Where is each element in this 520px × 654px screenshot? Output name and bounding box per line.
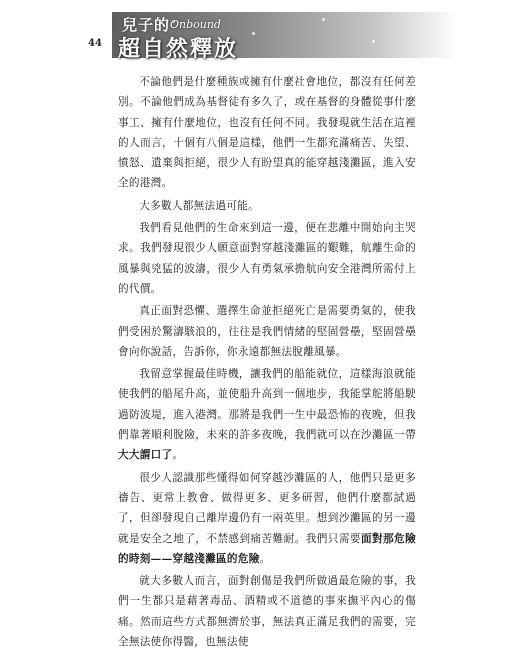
text-run: 。	[259, 552, 271, 565]
text-run: 很少人認識那些懂得如何穿越沙灘區的人，他們只是更多禱告、更常上教會、做得更多、更多研習，他們什麼都試過了，但卻發現自己離岸邊仍有一兩英里。想到沙灘區的另一邊就是安全之地了，不禁感到痛苦難耐。我們只需要	[118, 471, 416, 545]
text-run: 我們看見他們的生命來到這一邊，便在悲離中開始向主哭求。我們發現很少人願意面對穿越淺灘區的艱難，航離生命的風暴與兇猛的波濤，很少人有勇氣承擔航向安全港灣所需付上的代價。	[118, 222, 416, 295]
text-run: 。	[172, 449, 184, 462]
series-title-english: Onbound	[170, 18, 221, 31]
paragraph	[118, 468, 416, 569]
text-run: 我留意掌握最佳時機，讓我們的船能就位，這樣海浪就能使我們的船尾升高，並使船升高到一個地步，我能掌舵將船駛過防波堤，進入港灣。那將是我們一生中最恐怖的夜晚，但我們靠著順利脫險，未來的許多夜晚，我們就可以在沙灘區一帶	[118, 368, 416, 442]
text-run: 真正面對恐懼、選擇生命並拒絕死亡是需要勇氣的，使我們受困於驚濤駭浪的，往往是我們情緒的堅固營壘，堅固營壘會向你說話，告訴你，你永遠都無法脫離風暴。	[118, 305, 416, 358]
paragraph	[118, 72, 416, 194]
book-title: 超自然釋放	[118, 36, 239, 62]
text-run: 就大多數人而言，面對創傷是我們所做過最危險的事，我們一生都只是藉著毒品、酒精或不道德的事來撫平內心的傷痛。然而這些方式都無濟於事，無法真正滿足我們的需要，完全無法使你得醫，也無法使	[118, 575, 416, 649]
page-header	[0, 0, 520, 68]
paragraph	[118, 301, 416, 362]
series-title: 兒子的	[122, 16, 171, 34]
bold-text: 大大謂口了	[118, 449, 173, 462]
paragraph	[118, 571, 416, 652]
text-run: 不論他們是什麼種族或擁有什麼社會地位，都沒有任何差別。不論他們成為基督徒有多久了，或在基督的身體從事什麼事工、擁有什麼地位，也沒有任何不同。我發現就生活在這裡的人而言，十個有八個是這樣，他們一生都充滿痛苦、失望、憤怒、遺棄與拒絕，很少人有盼望真的能穿越淺灘區，進入安全的港灣。	[118, 76, 416, 190]
bold-text: 面對那危險的時刻——穿越淺灘區的危險	[118, 532, 416, 565]
page-number: 44	[88, 38, 102, 49]
paragraph	[118, 218, 416, 299]
paragraph	[118, 364, 416, 465]
paragraph	[118, 196, 416, 216]
text-run: 大多數人都無法過可能。	[139, 199, 260, 212]
body-text	[118, 72, 416, 654]
